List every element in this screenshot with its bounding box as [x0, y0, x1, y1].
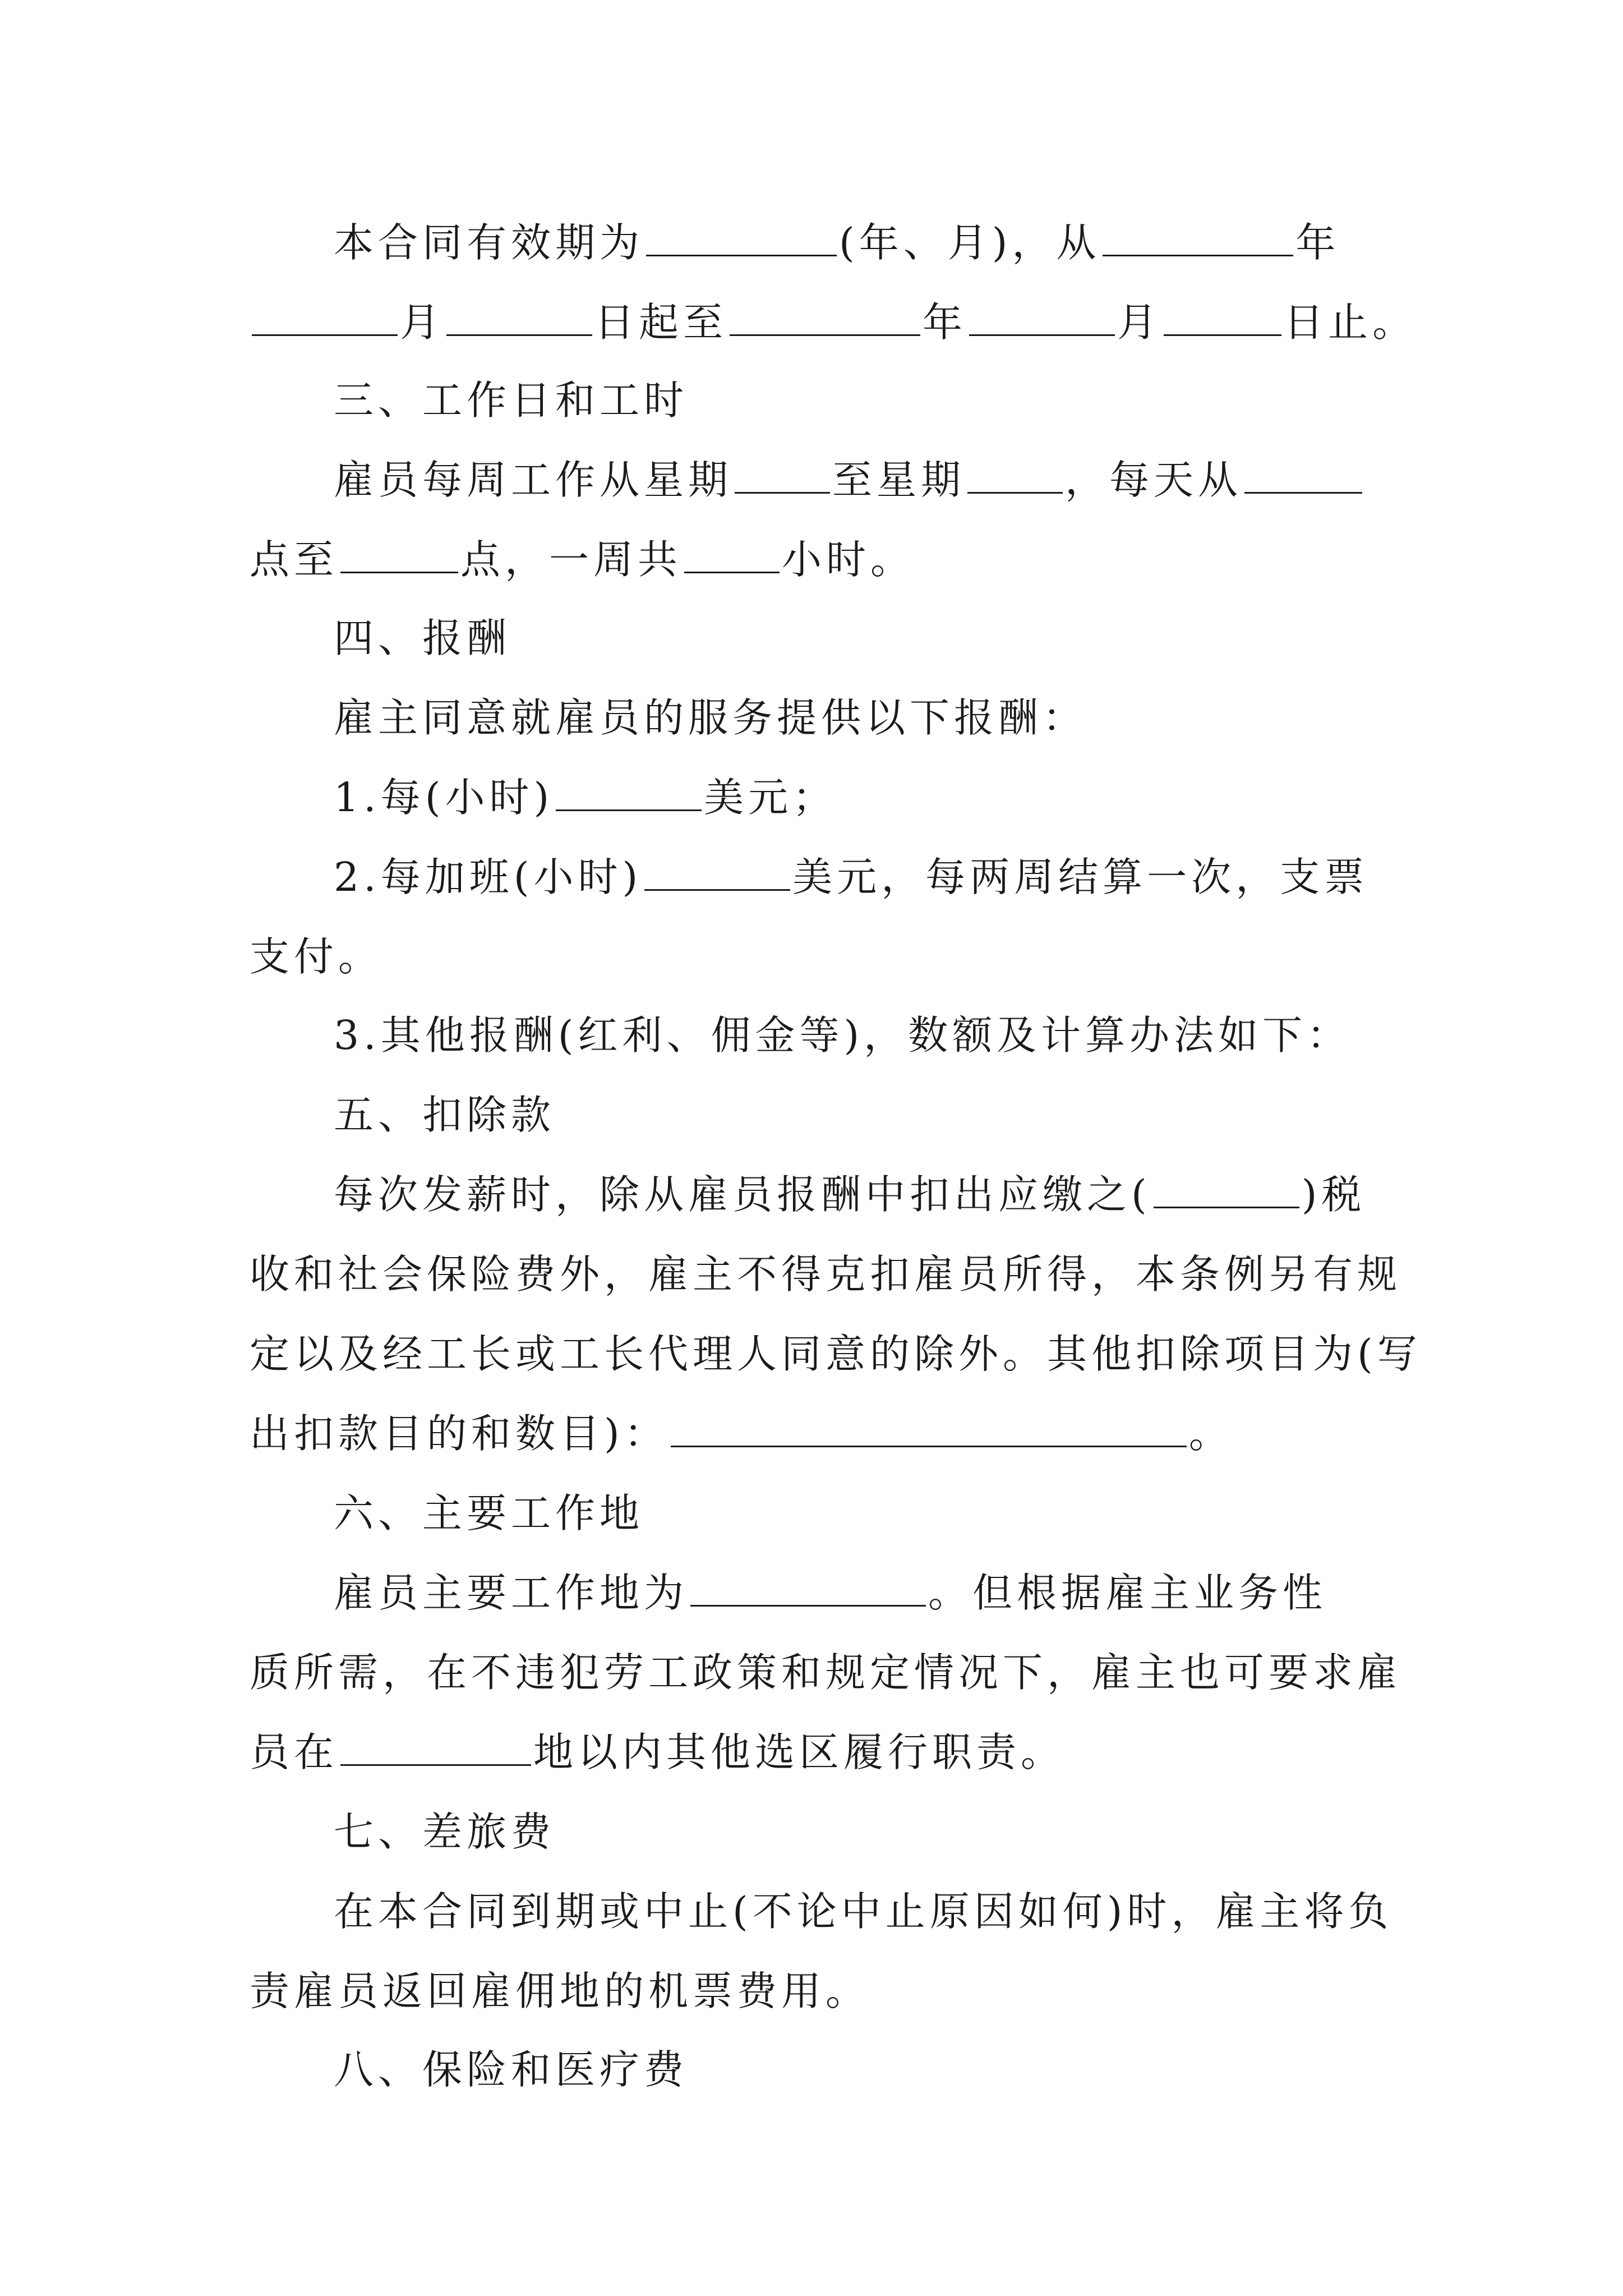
section-7-heading: [250, 1792, 1472, 1872]
validity-text-1: 本合同有效期为: [334, 219, 644, 266]
pay-item-2-text: 美元，每两周结算一次，支票: [792, 854, 1369, 900]
blank-hourly-rate: [556, 775, 702, 811]
blank-region: [340, 1729, 531, 1766]
deduction-line-1: [250, 1155, 1388, 1235]
pay-item-3: [250, 996, 1472, 1075]
workplace-text-2: 。但根据雇主业务性: [928, 1570, 1327, 1616]
section-3-heading: [250, 361, 1472, 440]
blank-start-month: [252, 300, 398, 336]
workplace-line-2: [250, 1633, 1402, 1713]
pay-intro: [250, 678, 1472, 758]
section-8-title: 八、保险和医疗费: [334, 2046, 689, 2093]
section-5-title: 五、扣除款: [334, 1092, 556, 1138]
workplace-line-1: [250, 1553, 1388, 1633]
section-3-body: [250, 440, 1388, 600]
section-7-body: [250, 1872, 1393, 2031]
section-5-heading: [250, 1075, 1472, 1155]
section-6-body: [250, 1553, 1402, 1792]
pay-item-3-text: 3.其他报酬(红利、佣金等)，数额及计算办法如下：: [334, 1012, 1352, 1059]
blank-start-hour: [1244, 457, 1362, 494]
blank-end-month: [969, 300, 1115, 336]
hours-text-6: 小时。: [782, 536, 915, 583]
validity-text-3: 年: [1295, 219, 1340, 266]
travel-text-2: 责雇员返回雇佣地的机票费用。: [250, 1968, 870, 2014]
hours-text-1: 雇员每周工作从星期: [334, 457, 733, 503]
deduction-text-4: 定以及经工长或工长代理人同意的除外。其他扣除项目为(写: [250, 1331, 1422, 1377]
blank-start-day: [446, 300, 592, 336]
hours-line-1: [250, 440, 1388, 520]
deduction-text-1: 每次发薪时，除从雇员报酬中扣出应缴之(: [334, 1171, 1151, 1218]
blank-end-weekday: [967, 457, 1063, 494]
section-8-heading: [250, 2030, 1472, 2110]
pay-item-2-label: 2.每加班(小时): [334, 854, 643, 900]
travel-line-1: [250, 1872, 1393, 1952]
travel-line-2: [250, 1952, 1388, 2031]
deduction-line-4: [250, 1394, 1388, 1474]
blank-tax-type: [1154, 1172, 1299, 1208]
pay-item-1: [250, 758, 1472, 838]
validity-text-6: 年: [923, 299, 967, 346]
workplace-line-3: [250, 1713, 1388, 1792]
deduction-line-2: [250, 1235, 1402, 1314]
deduction-text-5: 出扣款目的和数目)：: [250, 1410, 668, 1457]
travel-text-1: 在本合同到期或中止(不论中止原因如何)时，雇主将负: [334, 1888, 1393, 1935]
validity-line-1: [250, 203, 1388, 283]
pay-item-1-label: 1.每(小时): [334, 774, 554, 821]
section-7-title: 七、差旅费: [334, 1809, 556, 1855]
validity-paragraph: [250, 203, 1417, 362]
validity-line-2: [250, 283, 1417, 362]
pay-item-2: [250, 838, 1388, 997]
pay-item-2-line-2: [250, 917, 1388, 997]
validity-text-2: (年、月)，从: [839, 219, 1101, 266]
validity-text-7: 月: [1117, 299, 1162, 346]
blank-start-weekday: [735, 457, 830, 494]
blank-deduction-items: [671, 1411, 1187, 1447]
blank-end-year: [730, 300, 920, 336]
hours-text-5: 点，一周共: [460, 536, 683, 583]
validity-text-4: 月: [400, 299, 445, 346]
blank-end-day: [1164, 300, 1281, 336]
workplace-text-1: 雇员主要工作地为: [334, 1570, 689, 1616]
validity-text-5: 日起至: [594, 299, 728, 346]
hours-text-3: ，每天从: [1065, 457, 1243, 503]
blank-overtime-rate: [644, 854, 790, 891]
validity-text-8: 日止。: [1284, 299, 1417, 346]
deduction-text-3: 收和社会保险费外，雇主不得克扣雇员所得，本条例另有规: [250, 1251, 1402, 1297]
deduction-text-6: 。: [1188, 1410, 1233, 1457]
section-4-title: 四、报酬: [334, 615, 511, 661]
section-5-body: [250, 1155, 1422, 1474]
blank-start-year: [1103, 220, 1293, 256]
section-6-title: 六、主要工作地: [334, 1490, 644, 1536]
blank-weekly-hours: [684, 537, 780, 573]
hours-text-2: 至星期: [832, 457, 966, 503]
deduction-line-3: [250, 1314, 1422, 1394]
workplace-text-3: 质所需，在不违犯劳工政策和规定情况下，雇主也可要求雇: [250, 1649, 1402, 1696]
blank-duration: [646, 220, 837, 256]
section-3-title: 三、工作日和工时: [334, 377, 689, 424]
pay-item-2-text-2: 支付。: [250, 933, 383, 980]
hours-text-4: 点至: [250, 536, 339, 583]
deduction-text-2: )税: [1301, 1171, 1366, 1218]
workplace-text-4: 员在: [250, 1729, 339, 1775]
hours-line-2: [250, 520, 1388, 600]
pay-item-2-line-1: [250, 838, 1388, 917]
workplace-text-5: 地以内其他选区履行职责。: [533, 1729, 1066, 1775]
blank-end-hour: [340, 537, 458, 573]
section-4-heading: [250, 599, 1472, 678]
pay-intro-text: 雇主同意就雇员的服务提供以下报酬：: [334, 694, 1087, 741]
section-6-heading: [250, 1474, 1472, 1553]
blank-workplace: [690, 1570, 926, 1607]
pay-item-1-unit: 美元；: [704, 774, 837, 821]
